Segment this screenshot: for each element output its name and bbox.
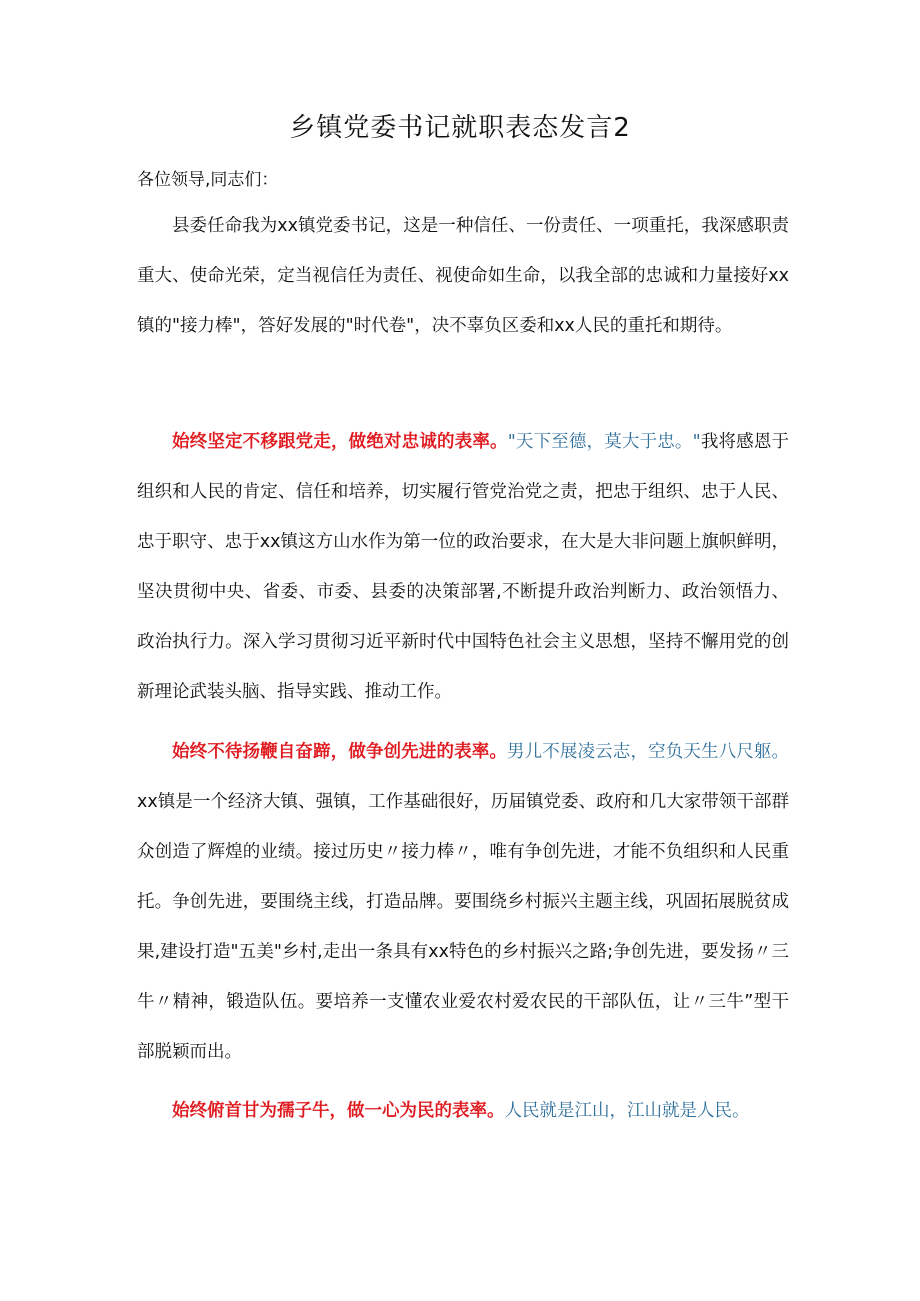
paragraph-heading: 始终不待扬鞭自奋蹄，做争创先进的表率。 [172, 742, 508, 762]
salutation: 各位领导,同志们： [137, 170, 279, 190]
paragraph-heading: 始终俯首甘为孺子牛，做一心为民的表率。 [172, 1101, 505, 1121]
paragraph-quote: "天下至德，莫大于忠。" [507, 432, 701, 452]
paragraph-quote: 男儿不展凌云志，空负天生八尺躯。 [507, 742, 789, 762]
paragraph-body: 我将感恩于组织和人民的肯定、信任和培养，切实履行管党治党之责，把忠于组织、忠于人民、忠于职守、忠于xx镇这方山水作为第一位的政治要求，在大是大非问题上旗帜鲜明，坚决贯彻中央、省委、市委、县委的决策部署,不断提升政治判断力、政治领悟力、政治执行力。深入学习贯彻习近平新时代中国特色社会主义思想，坚持不懈用党的创新理论武装头脑、指导实践、推动工作。 [137, 432, 789, 702]
paragraph-body: xx镇是一个经济大镇、强镇，工作基础很好，历届镇党委、政府和几大家带领干部群众创造了辉煌的业绩。接过历史〃接力棒〃，唯有争创先进，才能不负组织和人民重托。争创先进，要围绕主线，打造品牌。要围绕乡村振兴主题主线，巩固拓展脱贫成果,建设打造"五美"乡村,走出一条具有xx特色的乡村振兴之路;争创先进，要发扬〃三牛〃精神，锻造队伍。要培养一支懂农业爱农村爱农民的干部队伍，让〃三牛”型干部脱颖而出。 [137, 792, 789, 1062]
paragraph-body: 县委任命我为xx镇党委书记，这是一种信任、一份责任、一项重托，我深感职责重大、使命光荣，定当视信任为责任、视使命如生命，以我全部的忠诚和力量接好xx镇的"接力棒"，答好发展的"时代卷"，决不辜负区委和xx人民的重托和期待。 [137, 216, 789, 336]
paragraph-striving [137, 727, 789, 1077]
paragraph-heading: 始终坚定不移跟党走，做绝对忠诚的表率。 [172, 432, 508, 452]
document-title: 乡镇党委书记就职表态发言2 [289, 113, 631, 143]
paragraph-intro [137, 201, 789, 351]
paragraph-quote: 人民就是江山，江山就是人民。 [504, 1101, 750, 1121]
paragraph-people [137, 1086, 789, 1136]
paragraph-loyalty [137, 417, 789, 717]
